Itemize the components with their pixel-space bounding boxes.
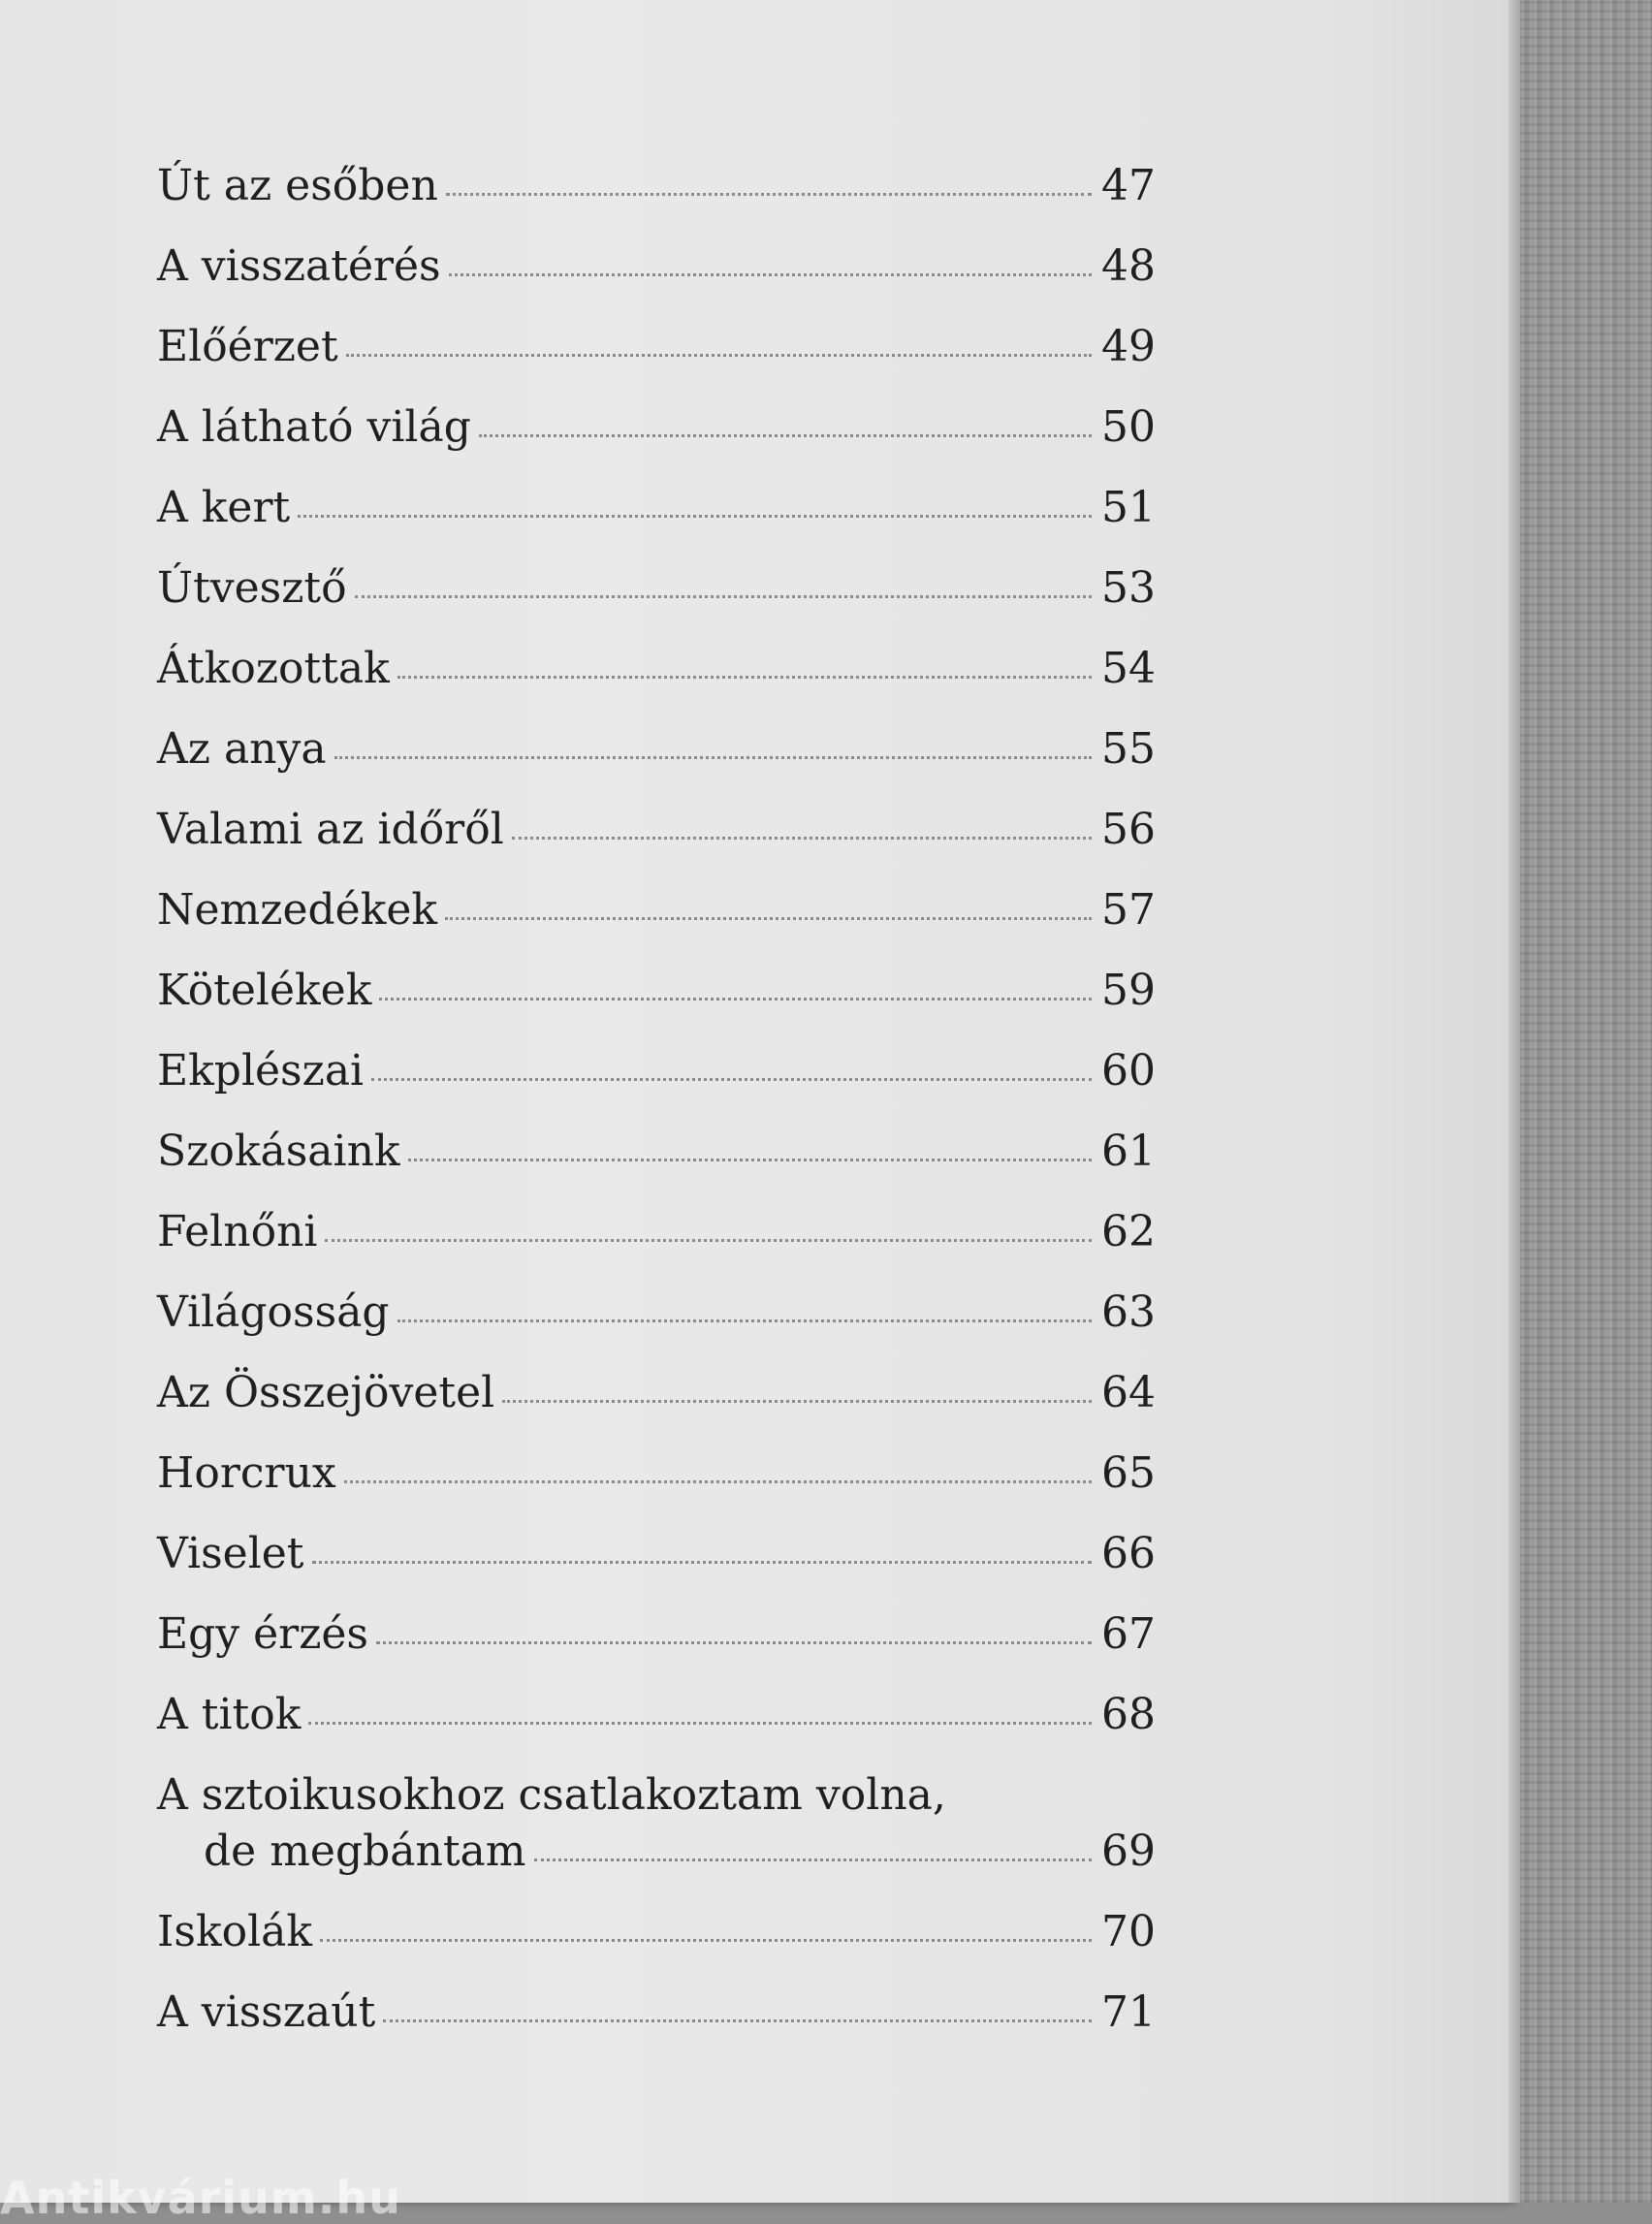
toc-entry-page: 56: [1101, 805, 1156, 854]
dot-leader: [298, 515, 1092, 518]
toc-entry: [157, 709, 1156, 789]
toc-entry-title: Horcrux: [157, 1448, 336, 1498]
toc-entry: [157, 1272, 1156, 1352]
toc-entry-title: Ekplészai: [157, 1046, 365, 1096]
toc-entry: [157, 467, 1156, 548]
toc-entry-title: Iskolák: [157, 1907, 313, 1956]
toc-entry-title: Világosság: [157, 1287, 390, 1337]
toc-entry-title: Átkozottak: [157, 644, 390, 693]
dot-leader: [344, 1480, 1092, 1483]
toc-entry: [157, 1891, 1156, 1972]
toc-entry: [157, 1513, 1156, 1594]
toc-entry-title: Valami az időről: [157, 805, 504, 854]
toc-entry-multiline: [157, 1755, 1156, 1891]
toc-entry: [157, 870, 1156, 950]
dot-leader: [320, 1939, 1092, 1942]
dot-leader: [397, 676, 1092, 679]
toc-entry-title: A visszaút: [157, 1987, 376, 2037]
dot-leader: [502, 1400, 1092, 1403]
dot-leader: [334, 756, 1092, 759]
toc-entry: [157, 1111, 1156, 1191]
toc-entry: [157, 1433, 1156, 1513]
toc-entry-page: 53: [1101, 563, 1156, 613]
toc-entry-line: [157, 1767, 1156, 1824]
toc-entry-page: 49: [1101, 322, 1156, 371]
toc-entry-title: A sztoikusokhoz csatlakoztam volna,: [157, 1770, 946, 1820]
dot-leader: [512, 837, 1092, 840]
toc-entry: [157, 1031, 1156, 1111]
toc-entry-title: Előérzet: [157, 322, 338, 371]
toc-entry-page: 65: [1101, 1448, 1156, 1498]
toc-entry-title: Útvesztő: [157, 563, 347, 613]
toc-entry-page: 62: [1101, 1207, 1156, 1256]
toc-entry-title: A titok: [157, 1690, 302, 1739]
dot-leader: [446, 193, 1092, 196]
toc-entry-title: Szokásaink: [157, 1127, 400, 1176]
toc-entry-line: [157, 1824, 1156, 1880]
dot-leader: [371, 1078, 1092, 1081]
toc-entry-title: Az Összejövetel: [157, 1368, 495, 1417]
dot-leader: [449, 273, 1092, 276]
toc-entry-page: 50: [1101, 402, 1156, 452]
toc-entry-page: 47: [1101, 161, 1156, 210]
toc-entry-page: 71: [1101, 1987, 1156, 2037]
toc-entry: [157, 628, 1156, 709]
toc-entry-title: Nemzedékek: [157, 885, 438, 935]
toc-entry-page: 67: [1101, 1609, 1156, 1659]
dot-leader: [346, 354, 1092, 357]
dot-leader: [383, 2019, 1092, 2022]
toc-entry: [157, 789, 1156, 870]
toc-entry: [157, 548, 1156, 628]
toc-entry: [157, 387, 1156, 467]
toc-entry-page: 51: [1101, 483, 1156, 532]
toc-entry-page: 69: [1101, 1827, 1156, 1876]
watermark: Antikvárium.hu: [0, 2172, 401, 2224]
dot-leader: [325, 1239, 1092, 1242]
toc-entry-page: 55: [1101, 724, 1156, 774]
toc-entry: [157, 1191, 1156, 1272]
toc-entry-title: A kert: [157, 483, 291, 532]
toc-entry: [157, 1674, 1156, 1755]
dot-leader: [355, 595, 1092, 598]
toc-entry-page: 63: [1101, 1287, 1156, 1337]
toc-entry-page: 59: [1101, 966, 1156, 1015]
toc-entry-title: A látható világ: [157, 402, 471, 452]
dot-leader: [308, 1722, 1092, 1725]
toc-entry-title: Felnőni: [157, 1207, 318, 1256]
dot-leader: [397, 1319, 1092, 1322]
toc-entry: [157, 145, 1156, 226]
page-edge: [1509, 0, 1520, 2203]
toc-entry-title: Az anya: [157, 724, 327, 774]
toc-entry-page: 48: [1101, 241, 1156, 291]
table-of-contents: [157, 145, 1156, 2052]
toc-entry: [157, 1972, 1156, 2052]
dot-leader: [534, 1859, 1093, 1861]
toc-entry: [157, 306, 1156, 387]
toc-entry-page: 57: [1101, 885, 1156, 935]
toc-entry-title: Egy érzés: [157, 1609, 369, 1659]
toc-entry-title-continuation: de megbántam: [204, 1827, 526, 1876]
toc-entry-title: A visszatérés: [157, 241, 441, 291]
toc-entry: [157, 1352, 1156, 1433]
toc-entry: [157, 950, 1156, 1031]
background-surface: [1497, 0, 1652, 2203]
toc-entry-title: Viselet: [157, 1529, 304, 1578]
dot-leader: [408, 1159, 1092, 1161]
dot-leader: [312, 1561, 1093, 1564]
toc-entry-page: 68: [1101, 1690, 1156, 1739]
dot-leader: [479, 434, 1092, 437]
toc-entry-title: Kötelékek: [157, 966, 372, 1015]
toc-entry-page: 60: [1101, 1046, 1156, 1096]
dot-leader: [376, 1641, 1092, 1644]
toc-entry-page: 64: [1101, 1368, 1156, 1417]
toc-entry-page: 54: [1101, 644, 1156, 693]
toc-entry: [157, 1594, 1156, 1674]
dot-leader: [445, 917, 1092, 920]
toc-entry-page: 61: [1101, 1127, 1156, 1176]
toc-entry: [157, 226, 1156, 306]
toc-entry-page: 70: [1101, 1907, 1156, 1956]
toc-entry-page: 66: [1101, 1529, 1156, 1578]
dot-leader: [379, 998, 1092, 1001]
toc-entry-title: Út az esőben: [157, 161, 438, 210]
